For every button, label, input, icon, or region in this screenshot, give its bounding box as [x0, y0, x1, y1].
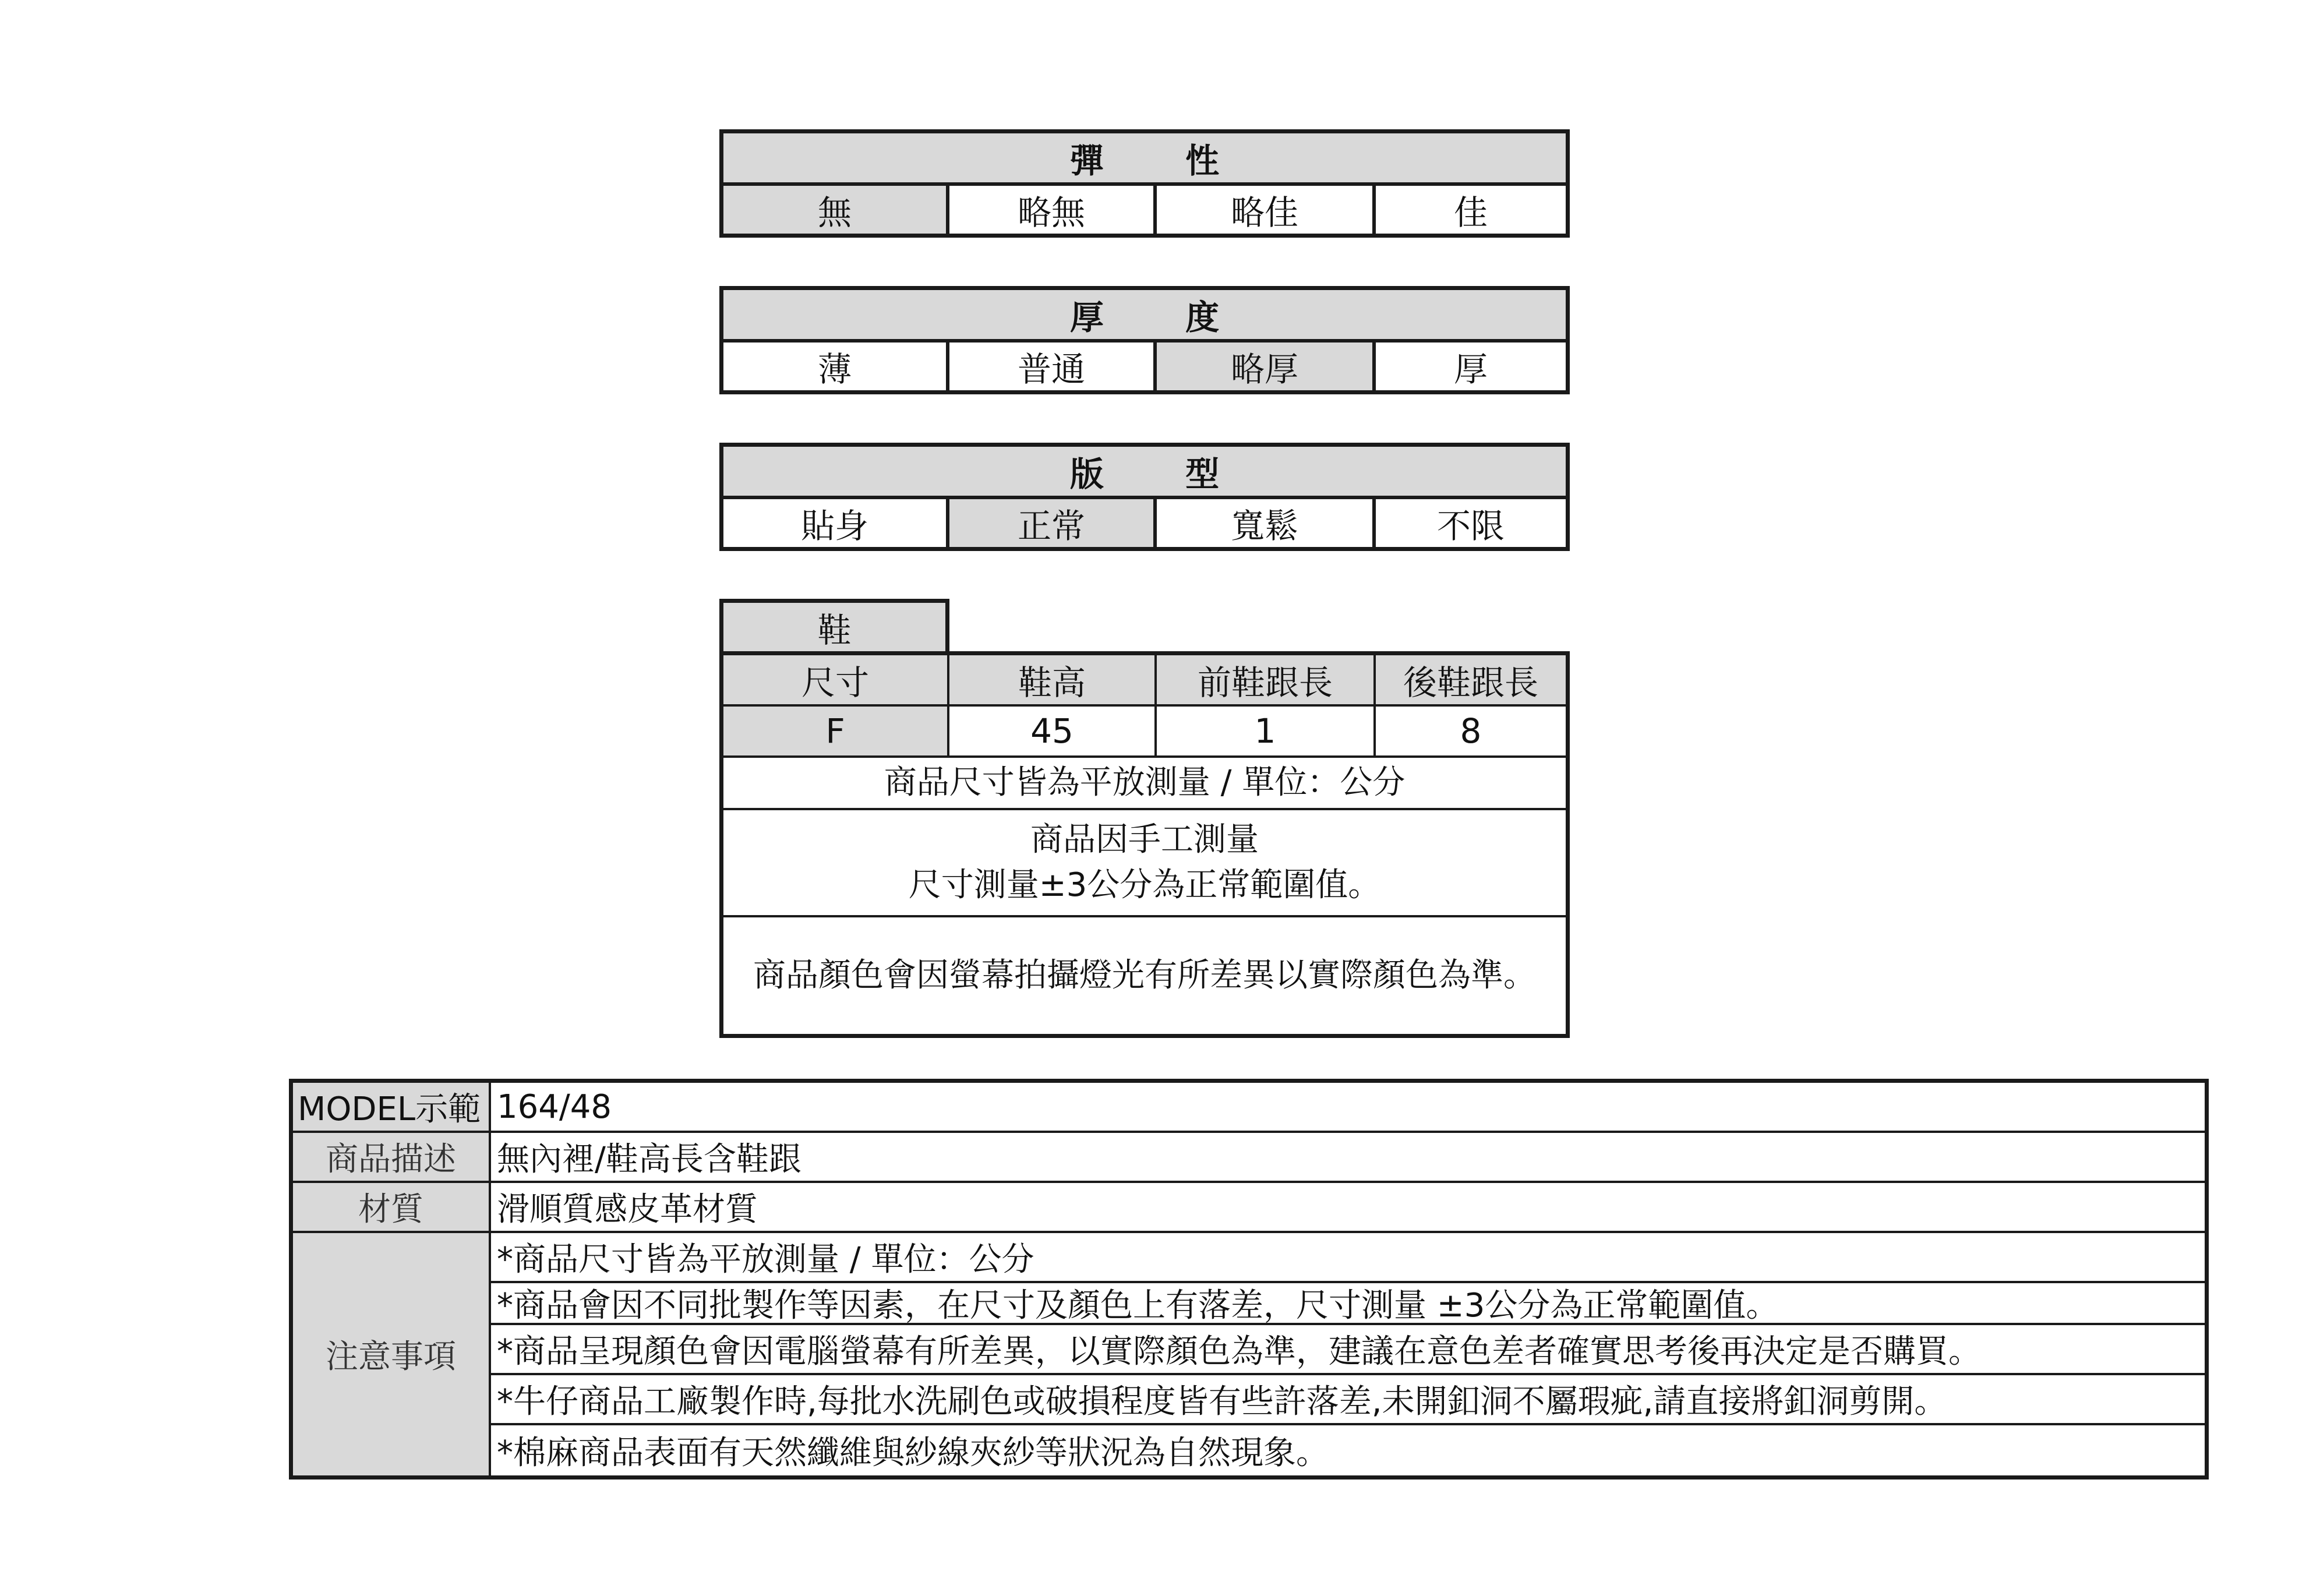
fit-option-regular: 正常	[949, 499, 1157, 547]
note-item: *牛仔商品工廠製作時,每批水洗刷色或破損程度皆有些許落差,未開釦洞不屬瑕疵,請直接將釦洞剪開。	[491, 1375, 2205, 1425]
elasticity-option-slightly-good: 略佳	[1157, 186, 1376, 234]
handmade-note	[723, 810, 1566, 917]
note-item: *商品會因不同批製作等因素，在尺寸及顏色上有落差，尺寸測量 ±3公分為正常範圍值。	[491, 1283, 2205, 1325]
description-label: 商品描述	[293, 1133, 491, 1183]
material-value: 滑順質感皮革材質	[491, 1183, 2205, 1233]
model-value: 164/48	[491, 1083, 2205, 1133]
shoe-value-height: 45	[949, 707, 1157, 755]
measurement-note: 商品尺寸皆為平放測量 / 單位：公分	[723, 758, 1566, 810]
note-item: *商品呈現顏色會因電腦螢幕有所差異，以實際顏色為準，建議在意色差者確實思考後再決定是否購買。	[491, 1325, 2205, 1375]
elasticity-option-slightly-none: 略無	[949, 186, 1157, 234]
shoe-value-front-heel: 1	[1157, 707, 1376, 755]
shoe-value-back-heel: 8	[1376, 707, 1566, 755]
shoe-header-height: 鞋高	[949, 655, 1157, 704]
material-label: 材質	[293, 1183, 491, 1233]
fit-option-slim: 貼身	[723, 499, 949, 547]
notes-label: 注意事項	[293, 1233, 491, 1475]
shoe-header-back-heel: 後鞋跟長	[1376, 655, 1566, 704]
shoe-value-size: F	[723, 707, 949, 755]
thickness-option-thick: 厚	[1376, 342, 1566, 390]
shoe-label: 鞋	[719, 599, 949, 651]
handmade-note-line2: 尺寸測量±3公分為正常範圍值。	[908, 866, 1381, 904]
product-info-table	[289, 1079, 2209, 1480]
handmade-note-line1: 商品因手工測量	[1030, 821, 1259, 859]
color-note: 商品顏色會因螢幕拍攝燈光有所差異以實際顏色為準。	[753, 956, 1536, 994]
elasticity-option-none: 無	[723, 186, 949, 234]
shoe-header-front-heel: 前鞋跟長	[1157, 655, 1376, 704]
note-item: *商品尺寸皆為平放測量 / 單位：公分	[491, 1233, 2205, 1283]
thickness-option-normal: 普通	[949, 342, 1157, 390]
fit-option-loose: 寬鬆	[1157, 499, 1376, 547]
description-value: 無內裡/鞋高長含鞋跟	[491, 1133, 2205, 1183]
elasticity-option-good: 佳	[1376, 186, 1566, 234]
elasticity-title: 彈 性	[723, 133, 1566, 186]
fit-option-any: 不限	[1376, 499, 1566, 547]
thickness-option-thin: 薄	[723, 342, 949, 390]
thickness-title: 厚 度	[723, 290, 1566, 342]
elasticity-table	[719, 129, 1570, 238]
model-label: MODEL示範	[293, 1083, 491, 1133]
fit-table	[719, 443, 1570, 551]
fit-title: 版 型	[723, 447, 1566, 499]
note-item: *棉麻商品表面有天然纖維與紗線夾紗等狀況為自然現象。	[497, 1434, 1329, 1472]
thickness-option-slightly-thick: 略厚	[1157, 342, 1376, 390]
notes-list	[491, 1233, 2205, 1475]
shoe-header-size: 尺寸	[723, 655, 949, 704]
thickness-table	[719, 286, 1570, 394]
shoe-size-table	[719, 651, 1570, 1038]
